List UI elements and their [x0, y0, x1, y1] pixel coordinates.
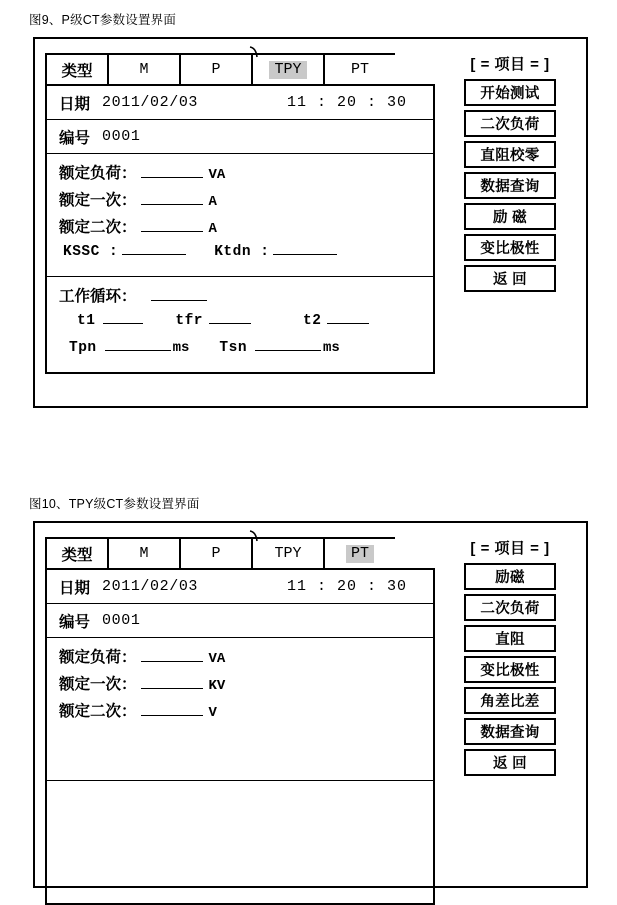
date-value[interactable]: 2011/02/03 — [102, 94, 199, 111]
device-panel-p-class — [33, 37, 588, 408]
tab-label: 类型 — [61, 546, 93, 564]
tpn-input[interactable] — [105, 338, 171, 351]
param-rated-primary — [47, 672, 433, 699]
param-rated-secondary — [47, 699, 433, 726]
tab-label: TPY — [269, 61, 306, 79]
tab-label: M — [139, 545, 149, 562]
tsn-input[interactable] — [255, 338, 321, 351]
figure-caption-2: 图10、TPY级CT参数设置界面 — [29, 497, 200, 511]
param-unit: VA — [208, 651, 226, 667]
t1-label: t1 — [77, 313, 96, 329]
param-input-rated-burden[interactable] — [141, 165, 203, 178]
screen-body-p-class — [45, 86, 435, 374]
menu-button-dc-resistance-zero[interactable]: 直阻校零 — [464, 141, 556, 168]
param-input-rated-secondary[interactable] — [141, 219, 203, 232]
duty-cycle-times-row — [47, 311, 433, 338]
param-input-rated-burden[interactable] — [141, 649, 203, 662]
tab-type-label — [45, 537, 107, 570]
param-rated-primary — [47, 188, 433, 215]
menu-header: [ = 项目 = ] — [470, 540, 550, 557]
param-unit: A — [208, 221, 217, 237]
param-unit: A — [208, 194, 217, 210]
menu-column-tpy-class — [446, 537, 574, 780]
param-label: 额定二次： — [59, 703, 137, 720]
id-label: 编号 — [59, 129, 91, 147]
menu-button-excitation[interactable]: 励磁 — [464, 563, 556, 590]
menu-button-angle-ratio-error[interactable]: 角差比差 — [464, 687, 556, 714]
id-label: 编号 — [59, 613, 91, 631]
t2-label: t2 — [303, 313, 322, 329]
empty-area-spacer — [47, 788, 433, 896]
tfr-label: tfr — [175, 313, 204, 329]
row-date — [47, 86, 433, 120]
ktdn-label: Ktdn : — [214, 244, 270, 260]
figure-caption-1: 图9、P级CT参数设置界面 — [29, 13, 177, 27]
menu-button-data-query[interactable]: 数据查询 — [464, 172, 556, 199]
param-unit: VA — [208, 167, 226, 183]
tab-p[interactable] — [179, 537, 251, 570]
param-label: 额定一次： — [59, 192, 137, 209]
menu-button-secondary-burden[interactable]: 二次负荷 — [464, 110, 556, 137]
menu-button-dc-resistance[interactable]: 直阻 — [464, 625, 556, 652]
menu-button-ratio-polarity[interactable]: 变比极性 — [464, 234, 556, 261]
param-rated-secondary — [47, 215, 433, 242]
row-id — [47, 604, 433, 638]
kssc-input[interactable] — [122, 242, 186, 255]
menu-button-return[interactable]: 返 回 — [464, 749, 556, 776]
menu-button-data-query[interactable]: 数据查询 — [464, 718, 556, 745]
screen-tpy-class — [45, 537, 435, 905]
tab-m[interactable] — [107, 53, 179, 86]
param-rated-burden — [47, 645, 433, 672]
duty-cycle-input[interactable] — [151, 288, 207, 301]
menu-button-start-test[interactable]: 开始测试 — [464, 79, 556, 106]
time-value[interactable]: 11 : 20 : 30 — [286, 94, 407, 111]
screen-p-class — [45, 53, 435, 374]
menu-column-p-class — [446, 53, 574, 296]
tab-label: P — [211, 61, 221, 78]
menu-button-secondary-burden[interactable]: 二次负荷 — [464, 594, 556, 621]
date-label: 日期 — [59, 95, 91, 113]
date-value[interactable]: 2011/02/03 — [102, 578, 199, 595]
tab-label: 类型 — [61, 62, 93, 80]
menu-header: [ = 项目 = ] — [470, 56, 550, 73]
device-panel-tpy-class — [33, 521, 588, 888]
tab-m[interactable] — [107, 537, 179, 570]
timing-row — [47, 338, 433, 365]
param-coefficients — [47, 242, 433, 269]
param-unit: KV — [208, 678, 226, 694]
tab-label: PT — [346, 545, 374, 563]
tab-p[interactable] — [179, 53, 251, 86]
t1-input[interactable] — [103, 311, 143, 324]
tab-label: PT — [350, 61, 369, 78]
menu-button-return[interactable]: 返 回 — [464, 265, 556, 292]
date-label: 日期 — [59, 579, 91, 597]
tab-type-label — [45, 53, 107, 86]
tab-pt[interactable] — [323, 53, 395, 86]
tab-label: M — [139, 61, 149, 78]
param-unit: V — [208, 705, 217, 721]
param-block-spacer — [47, 726, 433, 773]
row-id — [47, 120, 433, 154]
param-rated-burden — [47, 161, 433, 188]
tfr-input[interactable] — [209, 311, 251, 324]
duty-cycle-row — [47, 284, 433, 311]
param-input-rated-secondary[interactable] — [141, 703, 203, 716]
id-value[interactable]: 0001 — [102, 612, 141, 629]
param-block-duty-cycle — [47, 277, 433, 372]
tab-bar-filler — [395, 537, 435, 570]
tsn-unit: ms — [323, 340, 340, 356]
menu-button-excitation[interactable]: 励 磁 — [464, 203, 556, 230]
param-input-rated-primary[interactable] — [141, 676, 203, 689]
param-label: 额定二次： — [59, 219, 137, 236]
param-label: 额定一次： — [59, 676, 137, 693]
screen-body-tpy-class — [45, 570, 435, 905]
param-block-ratings — [47, 638, 433, 781]
tab-pt[interactable] — [323, 537, 395, 570]
param-label: 额定负荷： — [59, 649, 137, 666]
tab-label: P — [211, 545, 221, 562]
kssc-label: KSSC : — [63, 244, 119, 260]
tab-tpy[interactable] — [251, 537, 323, 570]
tpn-unit: ms — [172, 340, 190, 356]
row-date — [47, 570, 433, 604]
param-label: 额定负荷： — [59, 165, 137, 182]
id-value[interactable]: 0001 — [102, 128, 141, 145]
tpn-label: Tpn — [69, 340, 97, 356]
empty-content-area — [47, 781, 433, 903]
tab-bar-filler — [395, 53, 435, 86]
duty-cycle-label: 工作循环： — [59, 288, 137, 305]
tab-tpy[interactable] — [251, 53, 323, 86]
menu-button-ratio-polarity[interactable]: 变比极性 — [464, 656, 556, 683]
tab-label: TPY — [274, 545, 302, 562]
param-block-ratings — [47, 154, 433, 277]
tab-bar-p-class — [45, 53, 435, 86]
param-input-rated-primary[interactable] — [141, 192, 203, 205]
tsn-label: Tsn — [219, 340, 248, 356]
ktdn-input[interactable] — [273, 242, 337, 255]
time-value[interactable]: 11 : 20 : 30 — [286, 578, 407, 595]
tab-bar-tpy-class — [45, 537, 435, 570]
t2-input[interactable] — [327, 311, 369, 324]
